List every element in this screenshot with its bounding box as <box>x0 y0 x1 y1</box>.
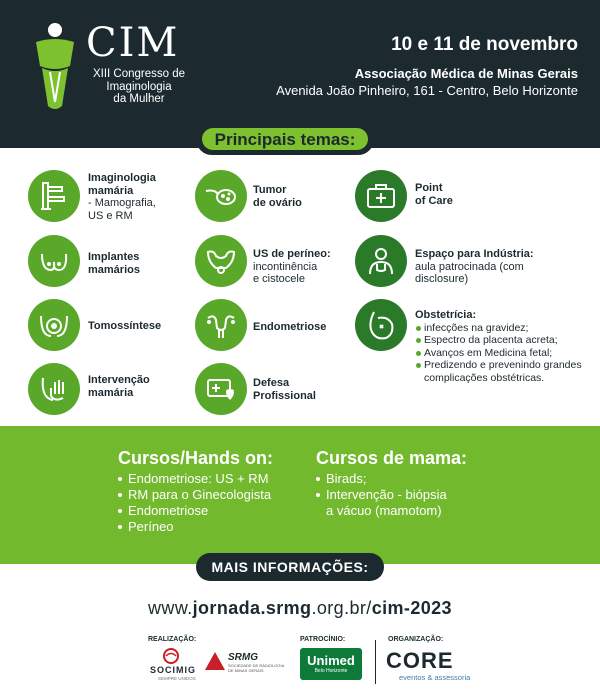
event-venue: Associação Médica de Minas Gerais <box>354 66 578 81</box>
list-item: Avanços em Medicina fetal; <box>415 347 582 360</box>
congress-subtitle: XIII Congresso de Imaginologia da Mulher <box>92 68 186 105</box>
theme-implantes-text: Implantes mamários <box>88 251 140 276</box>
list-item: Birads; <box>316 471 447 487</box>
list-item: Endometriose: US + RM <box>118 471 271 487</box>
theme-obstetricia <box>415 309 582 384</box>
socimig-tagline: SEMPRE UNIDOS <box>158 676 196 681</box>
event-date: 10 e 11 de novembro <box>391 34 578 55</box>
list-item: Espectro da placenta acreta; <box>415 334 582 347</box>
cim-logo-figure-icon <box>32 22 78 114</box>
breast-target-icon <box>28 299 80 351</box>
obstetricia-continuation: complicações obstétricas. <box>424 371 545 384</box>
realizacao-label: REALIZAÇÃO: <box>148 636 197 643</box>
mama-courses-title: Cursos de mama: <box>316 448 468 468</box>
list-item: RM para o Ginecologista <box>118 487 271 503</box>
pregnant-belly-icon <box>355 299 407 351</box>
event-url[interactable]: www.jornada.srmg.org.br/cim-2023 <box>148 598 452 618</box>
cim-logo-title: CIM <box>86 20 180 66</box>
footer-divider <box>375 640 376 684</box>
unimed-logo <box>300 648 362 680</box>
pelvis-icon <box>195 235 247 287</box>
theme-perineo-text: US de períneo: incontinência e cistocele <box>253 248 331 285</box>
unimed-tagline: Belo Horizonte <box>314 668 348 674</box>
medical-kit-heart-icon <box>195 363 247 415</box>
socimig-logo-text: SOCIMIG <box>150 665 197 675</box>
list-item: Endometriose <box>118 503 271 519</box>
theme-point-text: Point of Care <box>415 182 453 207</box>
theme-defesa-text: Defesa Profissional <box>253 377 316 402</box>
theme-industria-text: Espaço para Indústria: aula patrocinada (com disclosure) <box>415 248 534 285</box>
organizacao-label: ORGANIZAÇÃO: <box>388 636 444 643</box>
doctor-icon <box>355 235 407 287</box>
theme-tomo-text: Tomossíntese <box>88 320 162 332</box>
mammography-machine-icon <box>28 170 80 222</box>
list-item: Intervenção - biópsia <box>316 487 447 503</box>
mama-courses-list <box>316 471 447 519</box>
list-item: Períneo <box>118 519 271 535</box>
themes-pill <box>196 123 374 155</box>
unimed-logo-text: Unimed <box>307 653 355 668</box>
hands-on-list <box>118 471 271 535</box>
theme-mama-text: Imaginologia mamária - Mamografia, US e RM <box>88 172 156 222</box>
more-info-pill: MAIS INFORMAÇÕES: <box>196 553 384 581</box>
ovary-icon <box>195 170 247 222</box>
courses-band <box>0 426 600 564</box>
list-item: Predizendo e prevenindo grandes <box>415 359 582 372</box>
event-address: Avenida João Pinheiro, 161 - Centro, Belo Horizonte <box>276 83 578 98</box>
srmg-logo-icon <box>204 651 226 671</box>
core-tagline: eventos & assessoria <box>399 673 471 682</box>
hands-on-title: Cursos/Hands on: <box>118 448 274 468</box>
socimig-logo-icon <box>160 648 182 664</box>
obstetricia-title: Obstetrícia: <box>415 309 477 321</box>
list-item-continuation: a vácuo (mamotom) <box>326 503 442 518</box>
breast-implant-icon <box>28 235 80 287</box>
theme-tumor-text: Tumor de ovário <box>253 184 302 209</box>
breast-hand-icon <box>28 363 80 415</box>
themes-title: Principais temas: <box>202 128 368 150</box>
medical-case-icon <box>355 170 407 222</box>
uterus-icon <box>195 299 247 351</box>
srmg-logo-text: SRMG <box>228 652 258 663</box>
obstetricia-list <box>415 322 582 372</box>
core-logo-text: CORE <box>386 648 454 673</box>
srmg-tagline: SOCIEDADE DE RADIOLOGIA DE MINAS GERAIS <box>228 663 285 673</box>
patrocinio-label: PATROCÍNIO: <box>300 636 346 643</box>
list-item: infecções na gravidez; <box>415 322 582 335</box>
theme-intervencao-text: Intervenção mamária <box>88 374 150 399</box>
theme-endometriose-text: Endometriose <box>253 321 327 333</box>
